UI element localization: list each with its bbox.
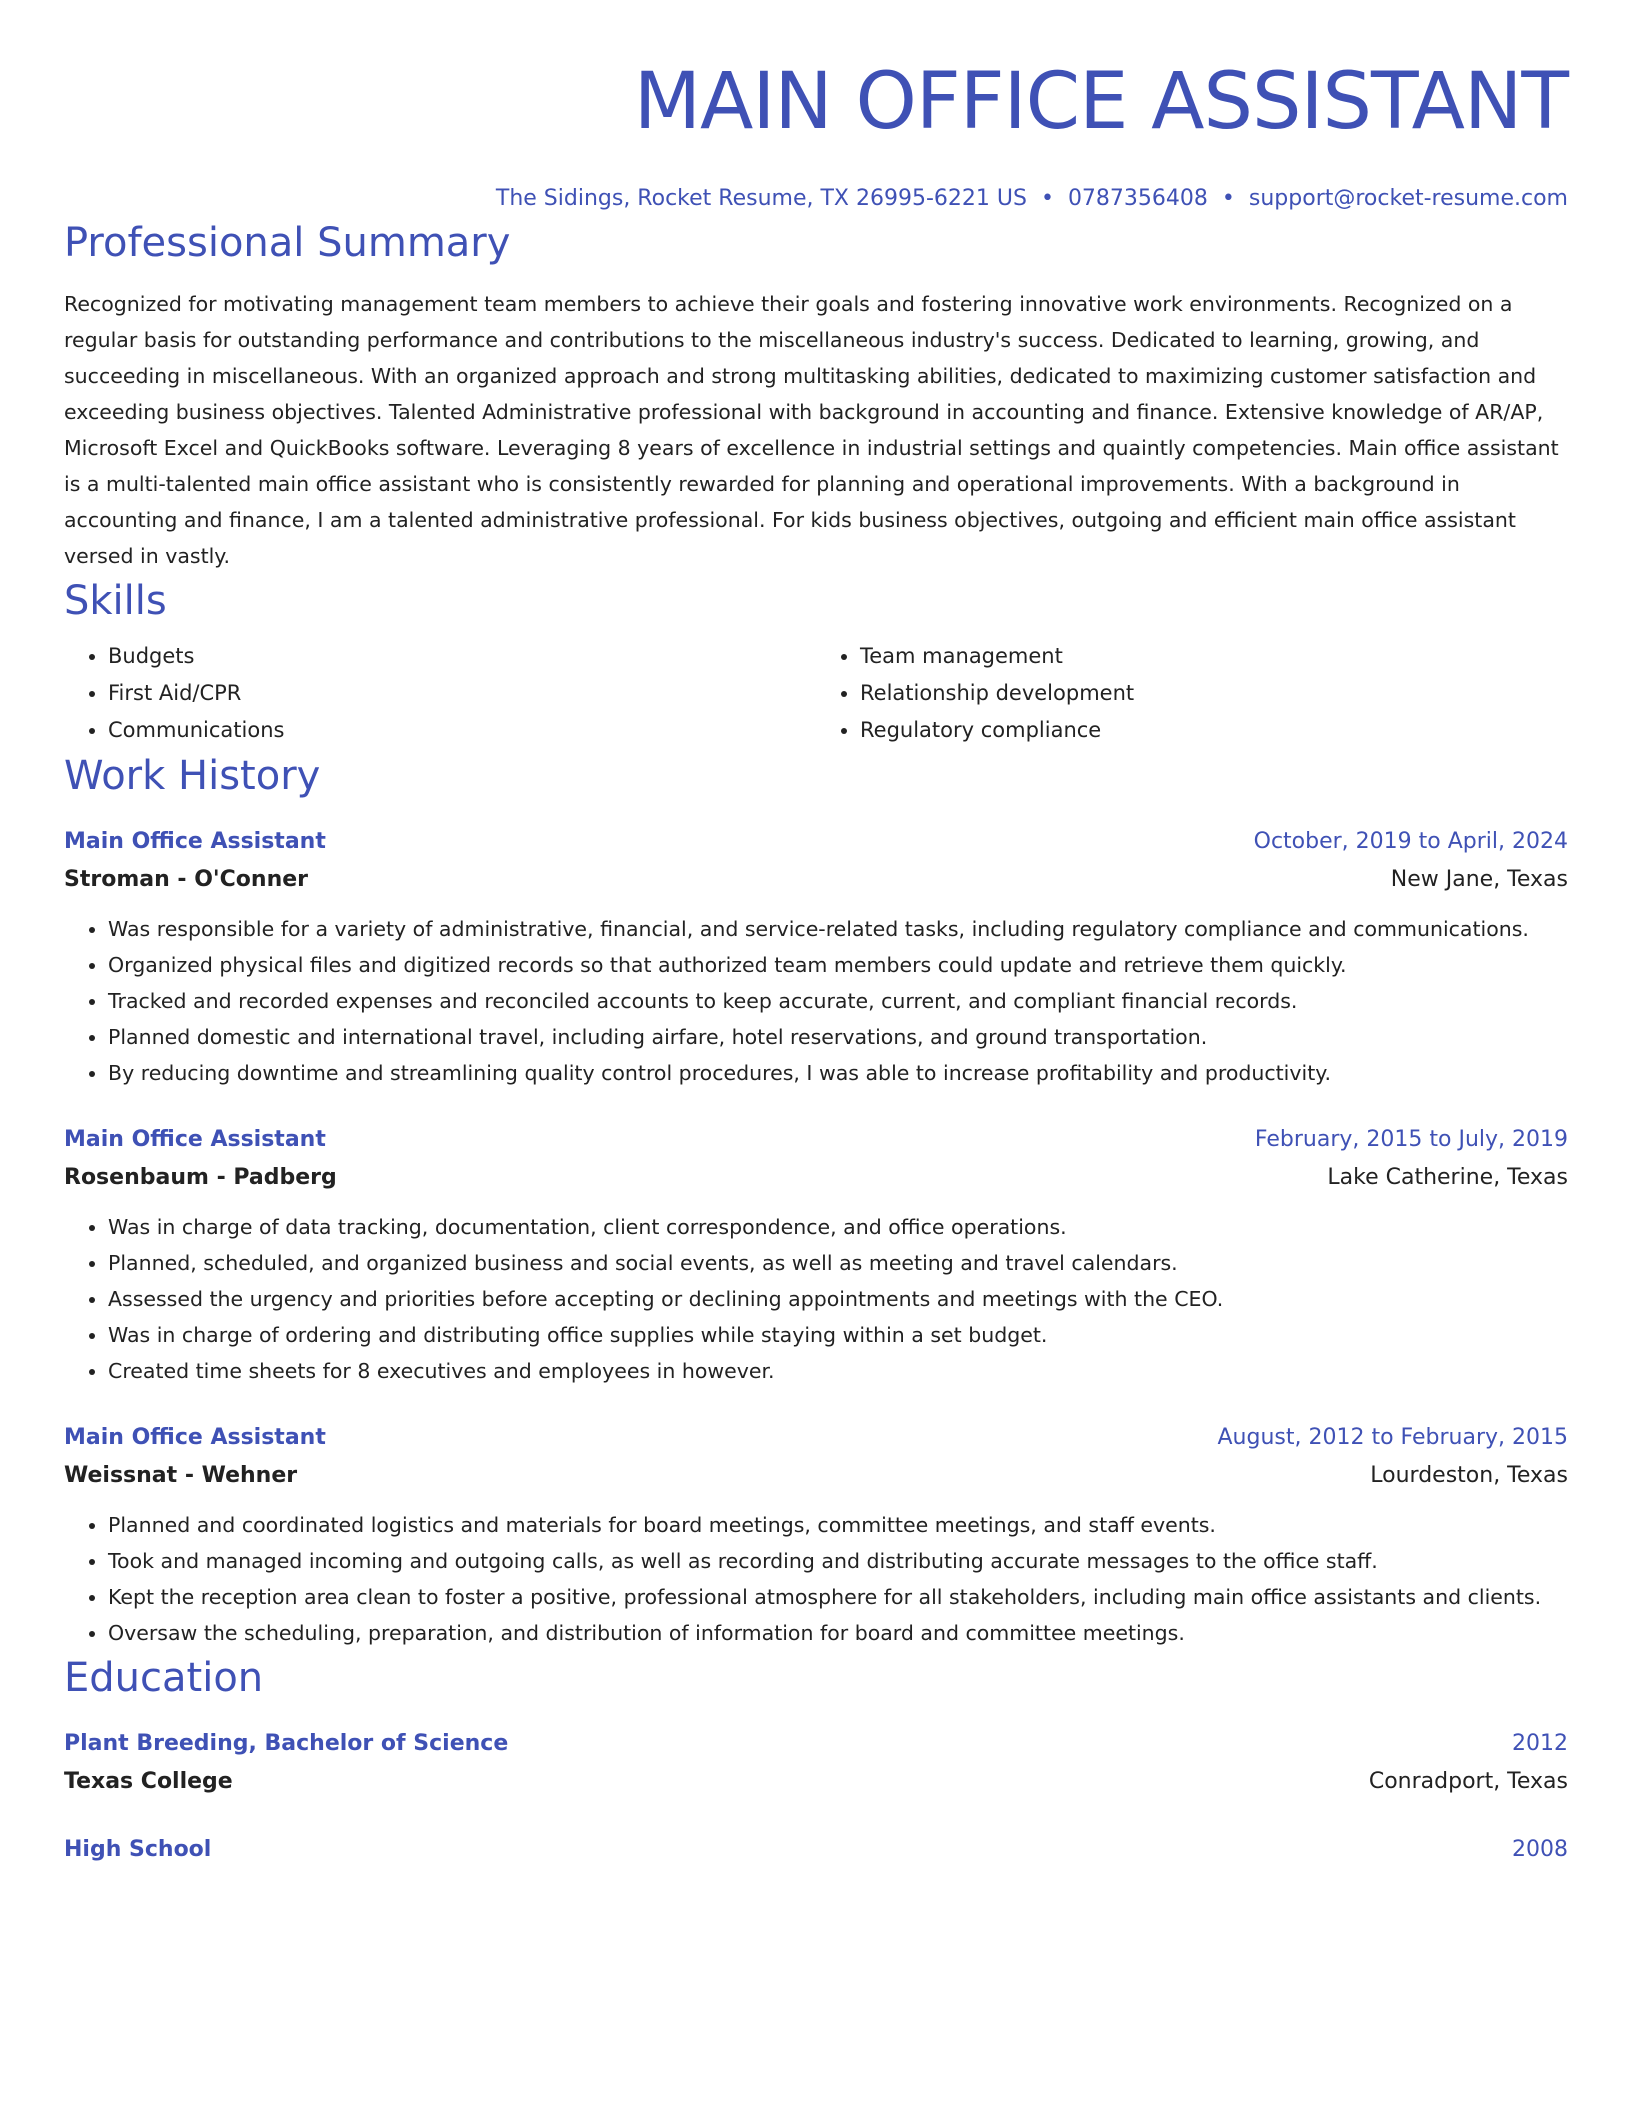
skills-heading: Skills (64, 578, 167, 624)
summary-heading: Professional Summary (64, 220, 511, 266)
skill-item: • Regulatory compliance (860, 712, 1568, 749)
skill-item: • Team management (860, 638, 1568, 675)
job-location: Lourdeston, Texas (1370, 1463, 1568, 1488)
job-bullet: • Was in charge of data tracking, documentation, client correspondence, and office operations. (108, 1209, 1568, 1245)
job-role: Main Office Assistant (64, 1127, 326, 1152)
job-bullet: • Oversaw the scheduling, preparation, and distribution of information for board and committee meetings. (108, 1615, 1568, 1651)
job-title-row (64, 1121, 1568, 1159)
job-title-row (64, 1419, 1568, 1457)
job-bullet: • Assessed the urgency and priorities before accepting or declining appointments and meetings with the CEO. (108, 1281, 1568, 1317)
resume-name-heading: MAIN OFFICE ASSISTANT (633, 57, 1568, 147)
job-dates: August, 2012 to February, 2015 (1217, 1425, 1568, 1450)
job-bullet: • Planned domestic and international travel, including airfare, hotel reservations, and ground transportation. (108, 1019, 1568, 1055)
education-degree-row (64, 1831, 1568, 1869)
job-bullets (64, 1507, 1568, 1651)
job-company: Weissnat - Wehner (64, 1463, 298, 1488)
job-bullet: • Tracked and recorded expenses and reconciled accounts to keep accurate, current, and compliant financial records. (108, 983, 1568, 1019)
job-entry (64, 1419, 1568, 1651)
education-year: 2008 (1512, 1837, 1568, 1862)
job-bullets (64, 911, 1568, 1091)
job-bullet: • Took and managed incoming and outgoing calls, as well as recording and distributing accurate messages to the office staff. (108, 1543, 1568, 1579)
contact-email: support@rocket-resume.com (1248, 186, 1568, 211)
skills-list (64, 638, 1568, 749)
skills-column-left (64, 638, 816, 749)
job-title-row (64, 823, 1568, 861)
summary-text: Recognized for motivating management team members to achieve their goals and fostering innovative work environments. Recognized on a regular basis for outstanding performance and contributions to the miscellaneous industry's success. Dedicated to learning, growing, and succeeding in miscellaneous. With an organized approach and strong multitasking abilities, dedicated to maximizing customer satisfaction and exceeding business objectives. Talented Administrative professional with background in accounting and finance. Extensive knowledge of AR/AP, Microsoft Excel and QuickBooks software. Leveraging 8 years of excellence in industrial settings and quaintly competencies. Main office assistant is a multi-talented main office assistant who is consistently rewarded for planning and operational improvements. With a background in accounting and finance, I am a talented administrative professional. For kids business objectives, outgoing and efficient main office assistant versed in vastly. (64, 292, 1559, 568)
job-role: Main Office Assistant (64, 829, 326, 854)
education-degree-row (64, 1725, 1568, 1763)
education-degree: Plant Breeding, Bachelor of Science (64, 1731, 509, 1756)
education-school-row (64, 1763, 1568, 1801)
job-company: Stroman - O'Conner (64, 867, 308, 892)
skill-item: • Budgets (108, 638, 816, 675)
job-bullets (64, 1209, 1568, 1389)
job-bullet: • Organized physical files and digitized records so that authorized team members could update and retrieve them quickly. (108, 947, 1568, 983)
education-entry (64, 1831, 1568, 1869)
job-company-row (64, 1159, 1568, 1197)
job-location: Lake Catherine, Texas (1327, 1165, 1568, 1190)
job-role: Main Office Assistant (64, 1425, 326, 1450)
contact-separator: • (1040, 186, 1054, 211)
job-bullet: • Planned, scheduled, and organized business and social events, as well as meeting and travel calendars. (108, 1245, 1568, 1281)
education-degree: High School (64, 1837, 212, 1862)
education-school: Texas College (64, 1769, 233, 1794)
contact-separator: • (1221, 186, 1235, 211)
education-location: Conradport, Texas (1368, 1769, 1568, 1794)
skill-item: • Relationship development (860, 675, 1568, 712)
job-company-row (64, 861, 1568, 899)
job-bullet: • Was responsible for a variety of administrative, financial, and service-related tasks, including regulatory compliance and communications. (108, 911, 1568, 947)
job-company-row (64, 1457, 1568, 1495)
job-dates: February, 2015 to July, 2019 (1254, 1127, 1568, 1152)
job-bullet: • Planned and coordinated logistics and materials for board meetings, committee meetings, and staff events. (108, 1507, 1568, 1543)
education-entry (64, 1725, 1568, 1801)
job-company: Rosenbaum - Padberg (64, 1165, 337, 1190)
job-entry (64, 1121, 1568, 1389)
work-history-heading: Work History (64, 753, 321, 799)
education-heading: Education (64, 1655, 264, 1701)
skill-item: • Communications (108, 712, 816, 749)
job-bullet: • Was in charge of ordering and distributing office supplies while staying within a set budget. (108, 1317, 1568, 1353)
skills-column-right (816, 638, 1568, 749)
skill-item: • First Aid/CPR (108, 675, 816, 712)
contact-phone: 0787356408 (1067, 186, 1208, 211)
contact-address: The Sidings, Rocket Resume, TX 26995-6221 US (495, 186, 1027, 211)
job-bullet: • Kept the reception area clean to foster a positive, professional atmosphere for all stakeholders, including main office assistants and clients. (108, 1579, 1568, 1615)
education-year: 2012 (1512, 1731, 1568, 1756)
job-dates: October, 2019 to April, 2024 (1253, 829, 1568, 854)
job-bullet: • By reducing downtime and streamlining quality control procedures, I was able to increase profitability and productivity. (108, 1055, 1568, 1091)
job-entry (64, 823, 1568, 1091)
job-location: New Jane, Texas (1390, 867, 1568, 892)
contact-line (64, 182, 1568, 216)
job-bullet: • Created time sheets for 8 executives and employees in however. (108, 1353, 1568, 1389)
